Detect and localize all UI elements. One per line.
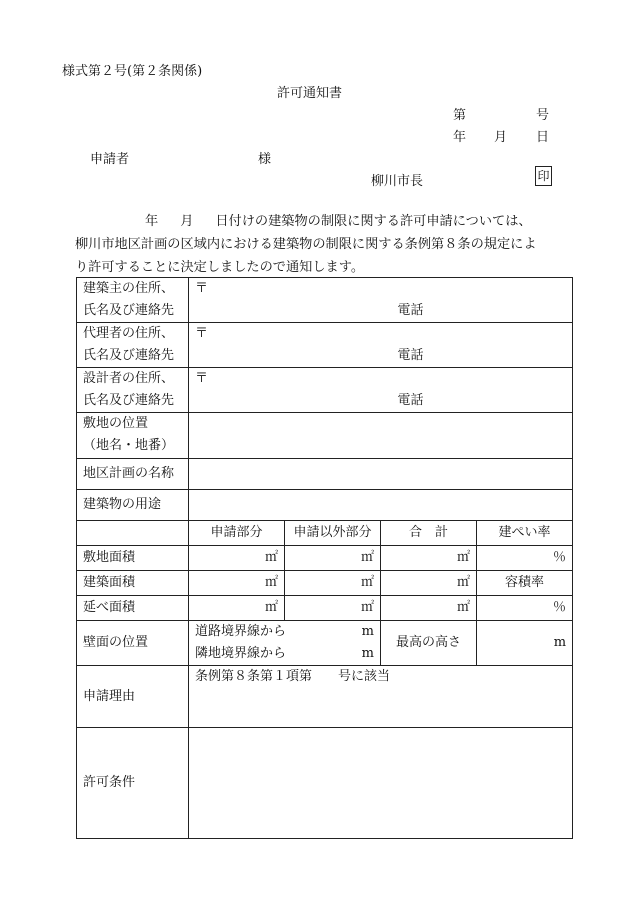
col-coverage: 建ぺい率: [477, 521, 573, 546]
agent-field[interactable]: [189, 323, 573, 368]
site-location-label: [77, 413, 189, 459]
designer-label-line2: 氏名及び連絡先: [83, 393, 175, 408]
building-area-applied[interactable]: ㎡: [189, 571, 285, 596]
wall-position-field[interactable]: [189, 621, 381, 666]
paragraph-line-1: [75, 210, 575, 233]
wall-position-label: 壁面の位置: [77, 621, 189, 666]
coverage-value[interactable]: ％: [477, 546, 573, 571]
max-height-value[interactable]: m: [477, 621, 573, 666]
area-header-row: [77, 521, 573, 546]
reason-label: 申請理由: [77, 666, 189, 728]
col-total: 合 計: [381, 521, 477, 546]
document-title: 許可通知書: [277, 86, 343, 101]
conditions-label: 許可条件: [77, 728, 189, 839]
reason-field[interactable]: 条例第８条第１項第 号に該当: [189, 666, 573, 728]
building-use-field[interactable]: [189, 490, 573, 521]
body-line1-rest: 日付けの建築物の制限に関する許可申請については、: [215, 214, 532, 229]
designer-label-line1: 設計者の住所、: [83, 371, 175, 386]
body-year: 年: [145, 214, 159, 229]
site-area-total[interactable]: ㎡: [381, 546, 477, 571]
form-number: 様式第２号(第２条関係): [62, 64, 203, 79]
floor-area-row: [77, 596, 573, 621]
building-use-label: 建築物の用途: [77, 490, 189, 521]
blank-header: [77, 521, 189, 546]
floor-area-total[interactable]: ㎡: [381, 596, 477, 621]
body-month: 月: [180, 214, 194, 229]
owner-label: [77, 278, 189, 323]
agent-row: [77, 323, 573, 368]
agent-phone: 電話: [397, 348, 424, 363]
paragraph-line-3: り許可することに決定しましたので通知します。: [75, 260, 365, 275]
form-table: [76, 277, 573, 839]
designer-field[interactable]: [189, 368, 573, 413]
number-suffix: 号: [536, 108, 550, 123]
owner-postal: 〒: [195, 281, 209, 296]
col-other: 申請以外部分: [285, 521, 381, 546]
honorific: 様: [258, 152, 272, 167]
site-label-line1: 敷地の位置: [83, 416, 149, 431]
conditions-row: [77, 728, 573, 839]
district-plan-row: [77, 459, 573, 490]
floor-area-label: 延べ面積: [77, 596, 189, 621]
neighbor-setback-label: 隣地境界線から: [195, 646, 287, 661]
designer-postal: 〒: [195, 371, 209, 386]
building-area-total[interactable]: ㎡: [381, 571, 477, 596]
agent-label-line1: 代理者の住所、: [83, 326, 175, 341]
reason-row: [77, 666, 573, 728]
designer-label: [77, 368, 189, 413]
building-use-row: [77, 490, 573, 521]
agent-label-line2: 氏名及び連絡先: [83, 348, 175, 363]
site-label-line2: （地名・地番）: [83, 438, 175, 453]
number-prefix: 第: [453, 108, 467, 123]
owner-phone: 電話: [397, 303, 424, 318]
applicant-label: 申請者: [90, 152, 130, 167]
agent-label: [77, 323, 189, 368]
far-value[interactable]: ％: [477, 596, 573, 621]
date-year: 年: [453, 130, 467, 145]
owner-label-line2: 氏名及び連絡先: [83, 303, 175, 318]
date-month: 月: [494, 130, 508, 145]
floor-area-other[interactable]: ㎡: [285, 596, 381, 621]
wall-position-row: [77, 621, 573, 666]
notice-paragraph: [75, 210, 575, 279]
col-applied: 申請部分: [189, 521, 285, 546]
conditions-field[interactable]: [189, 728, 573, 839]
owner-label-line1: 建築主の住所、: [83, 281, 175, 296]
designer-row: [77, 368, 573, 413]
site-area-applied[interactable]: ㎡: [189, 546, 285, 571]
district-plan-field[interactable]: [189, 459, 573, 490]
building-area-row: [77, 571, 573, 596]
road-setback: [195, 621, 374, 643]
site-area-row: [77, 546, 573, 571]
site-area-label: 敷地面積: [77, 546, 189, 571]
max-height-label: 最高の高さ: [381, 621, 477, 666]
site-location-field[interactable]: [189, 413, 573, 459]
road-setback-unit: m: [361, 624, 374, 639]
neighbor-setback: [195, 643, 374, 665]
far-label: 容積率: [477, 571, 573, 596]
paragraph-line-2: 柳川市地区計画の区域内における建築物の制限に関する条例第８条の規定によ: [75, 237, 537, 252]
road-setback-label: 道路境界線から: [195, 624, 287, 639]
floor-area-applied[interactable]: ㎡: [189, 596, 285, 621]
owner-field[interactable]: [189, 278, 573, 323]
agent-postal: 〒: [195, 326, 209, 341]
building-area-label: 建築面積: [77, 571, 189, 596]
district-plan-label: 地区計画の名称: [77, 459, 189, 490]
date-day: 日: [536, 130, 550, 145]
owner-row: [77, 278, 573, 323]
issuer: 柳川市長: [371, 174, 424, 189]
site-location-row: [77, 413, 573, 459]
building-area-other[interactable]: ㎡: [285, 571, 381, 596]
designer-phone: 電話: [397, 393, 424, 408]
neighbor-setback-unit: m: [361, 646, 374, 661]
seal-stamp: 印: [535, 166, 552, 186]
site-area-other[interactable]: ㎡: [285, 546, 381, 571]
